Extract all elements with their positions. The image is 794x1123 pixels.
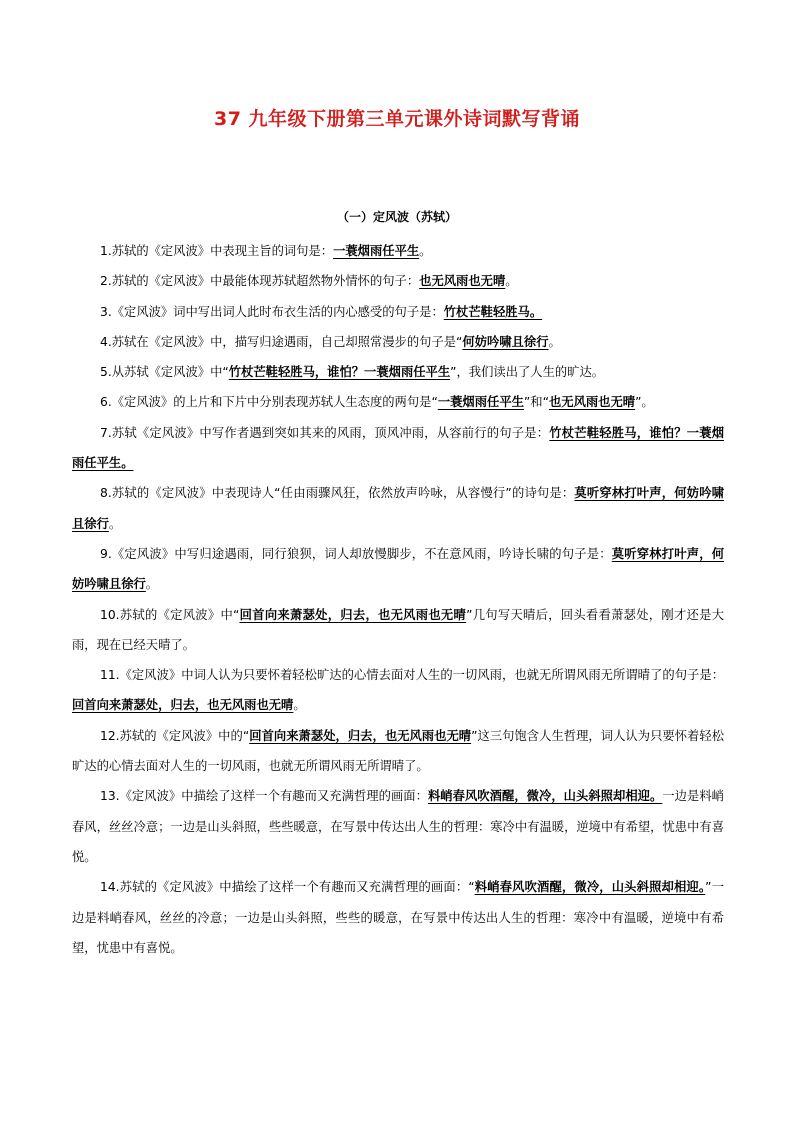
question-text: 一边是料峭春风，丝丝冷意；一边是山头斜照，些些暖意，在写景中传达出人生的哲理：寒冷中有温暖，逆境中有希望，忧患中有喜悦。 (72, 789, 724, 864)
question-item (72, 266, 724, 296)
answer-text: 竹杖芒鞋轻胜马，谁怕？一蓑烟雨任平生。 (72, 425, 724, 471)
answer-text: 回首向来萧瑟处，归去，也无风雨也无晴 (249, 728, 472, 743)
question-text: 11.《定风波》中词人认为只要怀着轻松旷达的心情去面对人生的一切风雨，也就无所谓风雨无所谓晴了的句子是： (100, 668, 724, 683)
question-text: 3.《定风波》词中写出词人此时布衣生活的内心感受的句子是： (100, 304, 444, 319)
answer-text: 回首向来萧瑟处，归去，也无风雨也无晴 (72, 698, 294, 713)
answer-text: 竹杖芒鞋轻胜马。 (443, 304, 543, 319)
question-text: 10.苏轼的《定风波》中“ (100, 607, 240, 622)
question-text: 9.《定风波》中写归途遇雨，同行狼狈，词人却放慢脚步，不在意风雨，吟诗长啸的句子是： (100, 546, 612, 561)
question-list (72, 236, 724, 963)
answer-text: 料峭春风吹酒醒，微冷，山头斜照却相迎。 (474, 880, 706, 895)
question-item (72, 236, 724, 266)
question-text: ”这三句饱含人生哲理，词人认为只要怀着轻松旷达的心情去面对人生的一切风雨，也就无所谓风雨无所谓晴了。 (72, 728, 724, 774)
page-title: 37 九年级下册第三单元课外诗词默写背诵 (213, 108, 581, 130)
question-text: 8.苏轼的《定风波》中表现诗人“任由雨骤风狂，依然放声吟咏，从容慢行”的诗句是： (100, 486, 575, 501)
question-text: 1.苏轼的《定风波》中表现主旨的词句是： (100, 244, 334, 258)
answer-text: 莫听穿林打叶声，何妨吟啸且徐行 (72, 546, 724, 592)
question-text: 2.苏轼的《定风波》中最能体现苏轼超然物外情怀的句子： (100, 274, 420, 289)
question-item (72, 781, 724, 872)
question-text: 7.苏轼《定风波》中写作者遇到突如其来的风雨，顶风冲雨，从容前行的句子是： (100, 425, 550, 440)
question-item (72, 478, 724, 539)
question-text: 4.苏轼在《定风波》中，描写归途遇雨，自己却照常漫步的句子是“ (100, 334, 463, 349)
question-text: ”一边是料峭春风，丝丝的冷意；一边是山头斜照，些些的暖意，在写景中传达出人生的哲理：寒冷中有温暖，逆境中有希望，忧患中有喜悦。 (72, 880, 724, 955)
question-item (72, 872, 724, 963)
question-text: 5.从苏轼《定风波》中“ (100, 365, 229, 380)
answer-text: 也无风雨也无晴 (419, 274, 506, 289)
answer-text: 也无风雨也无晴 (548, 395, 636, 410)
answer-text: 竹杖芒鞋轻胜马，谁怕？一蓑烟雨任平生 (228, 365, 451, 380)
answer-text: 回首向来萧瑟处，归去，也无风雨也无晴 (239, 607, 467, 622)
question-text: 。 (145, 577, 159, 592)
question-text: 6.《定风波》的上片和下片中分别表现苏轼人生态度的两句是“ (100, 395, 438, 410)
question-text: 。 (293, 698, 306, 713)
question-item (72, 539, 724, 600)
question-item (72, 357, 724, 387)
question-item (72, 721, 724, 782)
question-text: ”几句写天晴后，回头看看萧瑟处，刚才还是大雨，现在已经天晴了。 (72, 607, 724, 652)
answer-text: 料峭春风吹酒醒，微冷，山头斜照却相迎。 (427, 789, 663, 804)
question-text: ”和“ (523, 395, 549, 410)
question-item (72, 387, 724, 417)
question-text: 。 (419, 244, 432, 258)
answer-text: 一蓑烟雨任平生 (333, 244, 420, 258)
question-text: 12.苏轼的《定风波》中的“ (100, 728, 250, 743)
question-text: ”。 (635, 395, 654, 410)
question-text: 。 (108, 516, 122, 531)
question-text: 。 (505, 274, 518, 289)
question-item (72, 418, 724, 479)
question-text: 14.苏轼的《定风波》中描绘了这样一个有趣而又充满哲理的画面：“ (100, 880, 475, 895)
question-text: 13.《定风波》中描绘了这样一个有趣而又充满哲理的画面： (100, 789, 428, 804)
answer-text: 莫听穿林打叶声，何妨吟啸且徐行 (72, 486, 724, 531)
answer-text: 何妨吟啸且徐行 (462, 334, 549, 349)
question-text: 。 (548, 334, 561, 349)
question-item (72, 327, 724, 357)
question-text: ”，我们读出了人生的旷达。 (450, 365, 605, 380)
question-item (72, 600, 724, 661)
question-item (72, 297, 724, 327)
question-item (72, 660, 724, 721)
section-title: （一）定风波（苏轼） (336, 210, 457, 224)
answer-text: 一蓑烟雨任平生 (437, 395, 524, 410)
